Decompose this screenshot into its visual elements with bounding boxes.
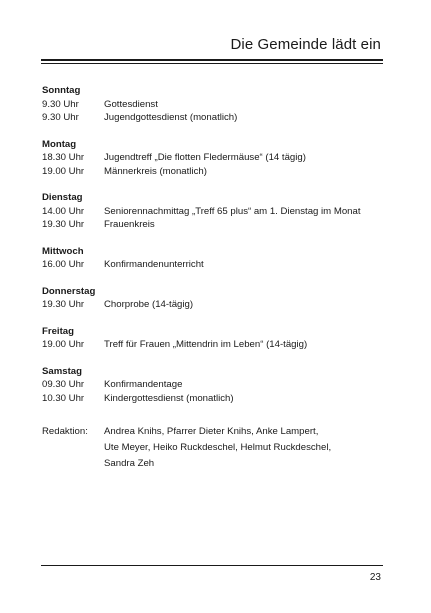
event-row	[42, 165, 387, 179]
event-row	[42, 205, 387, 219]
event-row	[42, 258, 387, 272]
event-row	[42, 378, 387, 392]
schedule	[42, 84, 387, 472]
event-time: 09.30 Uhr	[42, 379, 85, 390]
event-row	[42, 338, 387, 352]
day-section	[42, 325, 387, 352]
redaktion-line: Ute Meyer, Heiko Ruckdeschel, Helmut Ruckdeschel,	[104, 442, 332, 453]
event-time: 10.30 Uhr	[42, 392, 85, 404]
day-section	[42, 365, 387, 406]
day-heading: Samstag	[42, 365, 82, 377]
event-time: 9.30 Uhr	[42, 98, 79, 110]
event-description: Jugendtreff „Die flotten Fledermäuse“ (14 tägig)	[104, 152, 306, 163]
day-heading: Freitag	[42, 325, 74, 337]
event-row	[42, 392, 387, 406]
day-heading: Donnerstag	[42, 285, 96, 297]
event-description: Chorprobe (14-tägig)	[104, 299, 194, 310]
event-time: 19.00 Uhr	[42, 339, 85, 350]
event-row	[42, 218, 387, 232]
header-rule-thick	[41, 59, 383, 61]
redaktion-line: Sandra Zeh	[104, 458, 155, 469]
event-description: Kindergottesdienst (monatlich)	[104, 392, 234, 404]
event-row	[42, 111, 387, 125]
schedule-list	[42, 84, 387, 405]
day-heading: Sonntag	[42, 85, 81, 96]
redaktion-names	[104, 424, 331, 472]
event-description: Männerkreis (monatlich)	[104, 165, 207, 177]
event-description: Konfirmandenunterricht	[104, 259, 204, 270]
day-section	[42, 191, 387, 232]
footer-rule	[41, 565, 383, 566]
event-description: Seniorennachmittag „Treff 65 plus“ am 1. Dienstag im Monat	[104, 205, 361, 217]
day-section	[42, 84, 387, 125]
page-title: Die Gemeinde lädt ein	[230, 36, 381, 53]
day-heading: Montag	[42, 138, 77, 150]
event-time: 19.30 Uhr	[42, 219, 85, 230]
page-number: 23	[369, 572, 381, 583]
event-description: Konfirmandentage	[104, 379, 183, 390]
redaktion-label: Redaktion:	[42, 426, 88, 437]
event-row	[42, 151, 387, 165]
event-time: 19.00 Uhr	[42, 165, 85, 177]
event-description: Frauenkreis	[104, 219, 155, 230]
day-section	[42, 285, 387, 312]
header-rule-thin	[41, 63, 383, 64]
event-time: 9.30 Uhr	[42, 112, 79, 123]
day-section	[42, 138, 387, 179]
event-row	[42, 298, 387, 312]
event-time: 16.00 Uhr	[42, 259, 85, 270]
day-section	[42, 245, 387, 272]
event-description: Treff für Frauen „Mittendrin im Leben“ (14-tägig)	[104, 339, 308, 350]
redaktion-block	[42, 424, 387, 472]
day-heading: Mittwoch	[42, 245, 84, 257]
day-heading: Dienstag	[42, 192, 83, 203]
event-description: Jugendgottesdienst (monatlich)	[104, 112, 238, 123]
event-time: 14.00 Uhr	[42, 205, 85, 217]
event-description: Gottesdienst	[104, 98, 158, 110]
event-time: 19.30 Uhr	[42, 299, 85, 310]
event-time: 18.30 Uhr	[42, 152, 85, 163]
redaktion-line: Andrea Knihs, Pfarrer Dieter Knihs, Anke Lampert,	[104, 426, 319, 437]
event-row	[42, 98, 387, 112]
